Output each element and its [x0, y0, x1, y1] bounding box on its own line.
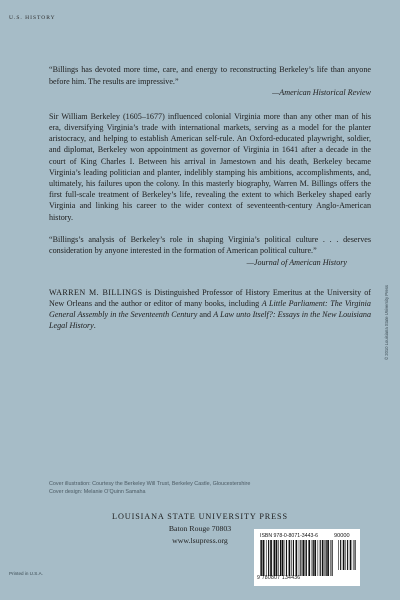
publisher-name: LOUISIANA STATE UNIVERSITY PRESS: [112, 512, 288, 521]
barcode-bar: [355, 540, 356, 570]
barcode-bar: [278, 540, 279, 576]
barcode-bar: [322, 540, 324, 576]
book-title-1: A Little Parliament: The Virginia General Assembly in the Seventeenth Century: [49, 298, 371, 320]
book-title-2: A Law unto Itself?: Essays in the New Louisiana Legal History: [49, 310, 371, 331]
category-label: U.S. HISTORY: [9, 15, 56, 21]
review-source-2: —Journal of American History: [246, 258, 347, 267]
barcode-bar: [286, 540, 287, 576]
isbn-barcode-box: [254, 529, 360, 586]
barcode-bar: [330, 540, 331, 576]
barcode-bar: [263, 540, 265, 576]
barcode-bar: [325, 540, 326, 576]
barcode-bar: [326, 540, 327, 576]
barcode-bar: [306, 540, 307, 576]
barcode-bar: [280, 540, 281, 576]
barcode-bar: [291, 540, 292, 576]
book-description: Sir William Berkeley (1605–1677) influenced colonial Virginia more than any other man of his era, diversifying Virginia’s trade with international markets, serving as a model for the planter aristocracy, and helping to establish American self-rule. An Oxford-educated playwright, soldier, and diplomat, Berkeley won appointment as governor of Virginia in 1641 after a decade in the court of King Charles I. Between his arrival in Jamestown and his death, Berkeley became Virginia’s leading politician and planter, indelibly stamping his ambitions, accomplishments, and, ultimately, his failures upon the colony. In this masterly biography, Warren M. Billings offers the first full-scale treatment of Berkeley’s life, revealing the extent to which Berkeley shaped early Virginia and linking his career to the wider context of seventeenth-century Anglo-American history.: [49, 111, 371, 222]
barcode-bar: [284, 540, 285, 576]
barcode-bar: [305, 540, 306, 576]
cover-credits: [49, 480, 250, 496]
ean-barcode: [260, 540, 334, 576]
barcode-bar: [299, 540, 300, 576]
barcode-bar: [302, 540, 304, 576]
barcode-bar: [340, 540, 341, 570]
barcode-bar: [350, 540, 352, 570]
barcode-bar: [332, 540, 333, 576]
barcode-bar: [343, 540, 345, 570]
copyright-notice: © 2010 Louisiana State University Press: [384, 284, 389, 360]
barcode-bar: [274, 540, 275, 576]
barcode-bar: [308, 540, 310, 576]
review-quote-2: “Billings’s analysis of Berkeley’s role in shaping Virginia’s political culture . . . deserves consideration by anyone interested in the formation of American political culture.”: [49, 234, 371, 256]
barcode-bar: [318, 540, 319, 576]
barcode-bar: [347, 540, 348, 570]
isbn-label: ISBN 978-0-8071-3443-6: [260, 533, 318, 539]
barcode-bar: [268, 540, 269, 576]
review-source-1: —American Historical Review: [272, 88, 371, 98]
barcode-bar: [273, 540, 274, 576]
printed-in-label: Printed in U.S.A.: [9, 571, 43, 576]
barcode-bar: [260, 540, 261, 576]
barcode-bar: [266, 540, 267, 576]
barcode-bar: [353, 540, 354, 570]
author-bio: [49, 287, 371, 332]
barcode-bar: [270, 540, 272, 576]
addon-barcode: [338, 540, 356, 570]
design-credit: Cover design: Melanie O’Quinn Samaha: [49, 489, 146, 495]
barcode-bar: [313, 540, 314, 576]
bio-text-3: .: [93, 321, 96, 331]
barcode-bar: [289, 540, 291, 576]
barcode-bar: [345, 540, 346, 570]
barcode-bar: [293, 540, 294, 576]
ean-digits: 9 780807 134436: [257, 575, 301, 581]
barcode-bar: [276, 540, 278, 576]
barcode-bar: [300, 540, 301, 576]
review-quote-1: “Billings has devoted more time, care, and energy to reconstructing Berkeley’s life than anyone before him. The results are impressive.”: [49, 65, 371, 86]
cover-text: [49, 64, 371, 332]
publisher-city: Baton Rouge 70803: [168, 524, 232, 533]
barcode-bar: [338, 540, 339, 570]
barcode-bar: [327, 540, 329, 576]
barcode-bar: [261, 540, 262, 576]
barcode-bar: [296, 540, 298, 576]
barcode-bar: [314, 540, 316, 576]
publisher-url: www.lsupress.org: [172, 536, 228, 545]
illustration-credit: Cover illustration: Courtesy the Berkeley Will Trust, Berkeley Castle, Gloucestershire: [49, 481, 251, 487]
barcode-bar: [312, 540, 313, 576]
bio-text-1: is Distinguished Professor of History Emeritus at the University of New Orleans and the author or editor of many books, including: [49, 287, 371, 308]
author-name: WARREN M. BILLINGS: [49, 287, 143, 297]
barcode-bar: [320, 540, 321, 576]
price-code: 90000: [334, 533, 350, 539]
bio-text-2: and: [197, 310, 214, 320]
barcode-bar: [282, 540, 284, 576]
